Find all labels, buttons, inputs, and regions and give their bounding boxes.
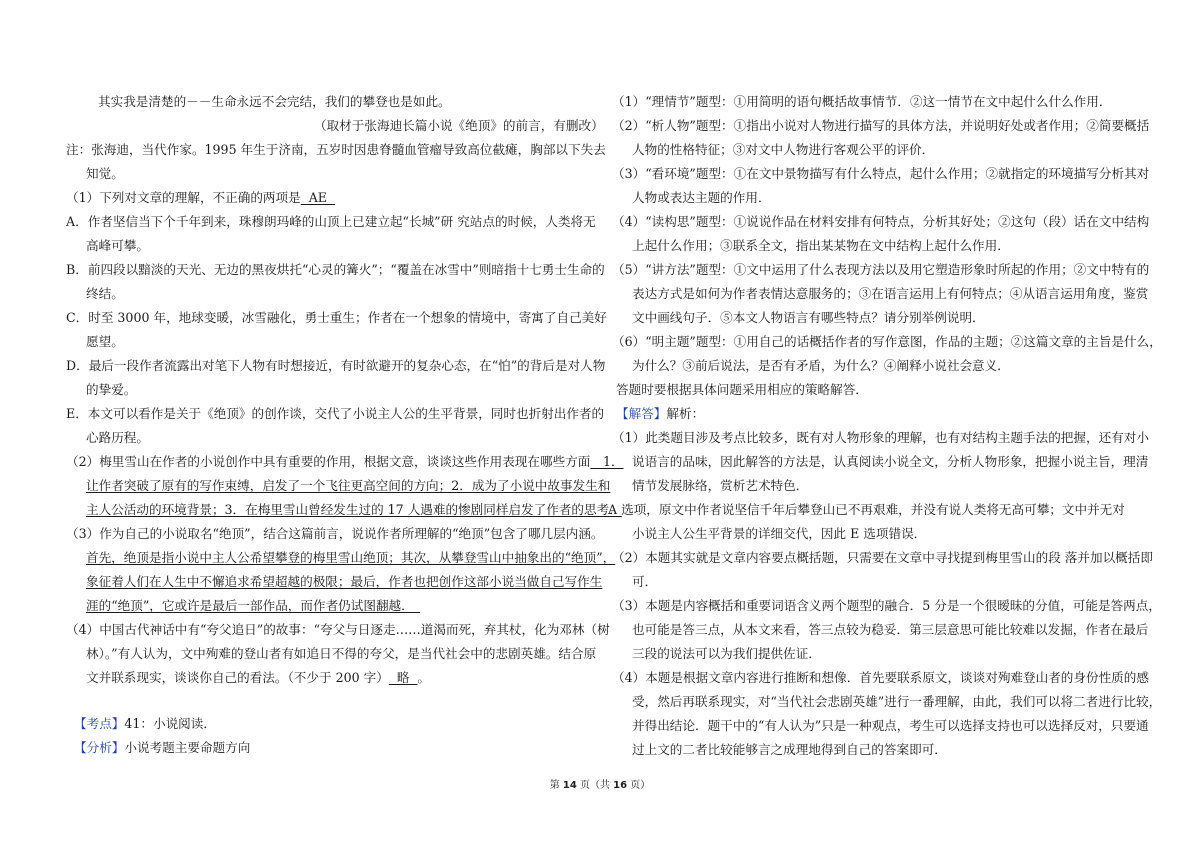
type-5-line-2: 表达方式是如何为作者表情达意服务的；③在语言运用上有何特点；④从语言运用角度，鉴赏	[632, 286, 1149, 301]
question-4-line-3	[86, 670, 430, 686]
answer-3-line-1: （3）本题是内容概括和重要词语含义两个题型的融合．5 分是一个很暧昧的分值，可能是答两点，	[612, 598, 1161, 613]
footer-suffix: 页）	[627, 780, 651, 791]
question-2-text: （2）梅里雪山在作者的小说创作中具有重要的作用，根据文意，谈谈这些作用表现在哪些方面	[66, 454, 591, 469]
kaodian-line	[74, 716, 216, 732]
question-2-answer-line-3: 主人公活动的环境背景；3．在梅里雪山曾经发生过的 17 人遇难的惨剧同样启发了作者的思考．	[86, 502, 622, 517]
type-2-line-2: 人物的性格特征；③对文中人物进行客观公平的评价．	[632, 142, 935, 157]
option-d-line-1: D．最后一段作者流露出对笔下人物有时想接近，有时欲避开的复杂心态，在“怕”的背后是对人物	[66, 358, 606, 373]
answer-1-line-2: 说语言的品味，因此解答的方法是，认真阅读小说全文，分析人物形象，把握小说主旨，理清	[632, 454, 1149, 469]
question-1-answer: AE	[300, 190, 336, 205]
question-3-answer-line-3: 涯的“绝顶”，它或许是最后一部作品，而作者仍试图翻越．	[86, 598, 421, 613]
type-5-line-3: 文中画线句子．⑤本文人物语言有哪些特点？请分别举例说明．	[632, 310, 985, 325]
option-b-line-1: B．前四段以黯淡的天光、无边的黑夜烘托“心灵的篝火”；“覆盖在冰雪中”则暗指十七勇士生命的	[66, 262, 605, 277]
author-note-line-1: 注：张海迪，当代作家。1995 年生于济南，五岁时因患脊髓血管瘤导致高位截瘫，胸部以下失去	[66, 142, 606, 157]
jieda-text: 解析：	[666, 406, 705, 421]
type-5-line-1: （5）“讲方法”题型：①文中运用了什么表现方法以及用它塑造形象时所起的作用；②文中特有的	[612, 262, 1150, 277]
question-4-text: 文并联系现实，谈谈你自己的看法。（不少于 200 字）	[86, 670, 389, 685]
question-4-answer: 略	[388, 670, 418, 685]
type-4-line-2: 上起什么作用；③联系全文，指出某某物在文中结构上起什么作用．	[632, 238, 1010, 253]
author-note-line-2: 知觉。	[86, 166, 124, 181]
jieda-line	[616, 406, 704, 422]
type-4-line-1: （4）“读构思”题型：①说说作品在材料安排有何特点，分析其好处；②这句（段）话在文中结构	[612, 214, 1150, 229]
question-4-period: 。	[417, 670, 431, 685]
jieda-tag: 【解答】	[616, 406, 667, 421]
option-c-line-1: C．时至 3000 年，地球变暖，冰雪融化，勇士重生；作者在一个想象的情境中，寄寓了自己美好	[66, 310, 607, 325]
question-1-stem	[66, 190, 335, 206]
option-d-line-2: 的挚爱。	[86, 382, 137, 397]
answer-2-line-2: 可．	[632, 574, 658, 589]
type-1-line-1: （1）“理情节”题型：①用简明的语句概括故事情节．②这一情节在文中起什么什么作用．	[612, 94, 1112, 109]
answer-2-line-1: （2）本题其实就是文章内容要点概括题，只需要在文章中寻找提到梅里雪山的段 落并加以概括即	[612, 550, 1153, 565]
answer-a-line-1: A 选项，原文中作者说坚信千年后攀登山已不再艰难，并没有说人类将无高可攀；文中并无对	[608, 502, 1125, 517]
question-4-line-1: （4）中国古代神话中有“夸父追日”的故事：“夸父与日逐走……道渴而死，弃其杖，化为邓林（树	[66, 622, 610, 637]
answer-4-line-3: 并得出结论．题干中的“有人认为”只是一种观点，考生可以选择支持也可以选择反对，只要通	[632, 718, 1149, 733]
fenxi-text: 小说考题主要命题方向	[124, 740, 251, 755]
page-total: 16	[613, 780, 628, 791]
intro-line: 其实我是清楚的－－生命永远不会完结，我们的攀登也是如此。	[98, 94, 451, 109]
footer-prefix: 第	[549, 780, 563, 791]
question-2-answer-line-2: 让作者突破了原有的写作束缚，启发了一个飞往更高空间的方向；2．成为了小说中故事发生和	[86, 478, 611, 493]
source-citation: （取材于张海迪长篇小说《绝顶》的前言，有删改）	[314, 118, 604, 133]
answer-4-line-4: 过上文的二者比较能够言之成理地得到自己的答案即可．	[632, 742, 947, 757]
type-3-line-1: （3）“看环境”题型：①在文中景物描写有什么特点，起什么作用；②就指定的环境描写分析其对	[612, 166, 1150, 181]
question-1-text: （1）下列对文章的理解，不正确的两项是	[66, 190, 301, 205]
answer-1-line-3: 情节发展脉络，赏析艺术特色．	[632, 478, 809, 493]
question-3-stem: （3）作为自己的小说取名“绝顶”，结合这篇前言，说说作者所理解的“绝顶”包含了哪几层内涵。	[66, 526, 604, 541]
answer-a-line-2: 小说主人公生平背景的详细交代，因此 E 选项错误．	[632, 526, 927, 541]
answer-3-line-3: 三段的说法可以为我们提供佐证．	[632, 646, 821, 661]
option-b-line-2: 终结。	[86, 286, 124, 301]
option-a-line-1: A．作者坚信当下个千年到来，珠穆朗玛峰的山顶上已建立起“长城”研 究站点的时候，人类将无	[66, 214, 596, 229]
option-c-line-2: 愿望。	[86, 334, 124, 349]
answer-3-line-2: 也可能是答三点，从本文来看，答三点较为稳妥．第三层意思可能比较难以发掘，作者在最后	[632, 622, 1149, 637]
question-4-line-2: 林）。”有人认为，文中殉难的登山者有如追日不得的夸父，是当代社会中的悲剧英雄。结合原	[86, 646, 597, 661]
page-footer	[0, 776, 1200, 791]
type-3-line-2: 人物或表达主题的作用．	[632, 190, 771, 205]
option-a-line-2: 高峰可攀。	[86, 238, 149, 253]
question-3-answer-line-2: 象征着人们在人生中不懈追求希望超越的极限；最后，作者也把创作这部小说当做自己写作生	[86, 574, 603, 589]
answer-4-line-2: 受，然后再联系现实，对“当代社会悲剧英雄”进行一番理解，由此，我们可以将二者进行比较，	[632, 694, 1162, 709]
kaodian-tag: 【考点】	[74, 716, 125, 731]
answer-1-line-1: （1）此类题目涉及考点比较多，既有对人物形象的理解，也有对结构主题手法的把握，还有对小	[612, 430, 1149, 445]
kaodian-text: 41：小说阅读．	[124, 716, 216, 731]
question-3-answer-line-1: 首先，绝顶是指小说中主人公希望攀登的梅里雪山绝顶；其次，从攀登雪山中抽象出的“绝顶”，	[86, 550, 616, 565]
type-6-line-2: 为什么？③前后说法，是否有矛盾，为什么？④阐释小说社会意义．	[632, 358, 1010, 373]
page-number: 14	[562, 780, 577, 791]
strategy-line: 答题时要根据具体问题采用相应的策略解答．	[616, 382, 868, 397]
option-e-line-1: E．本文可以看作是关于《绝顶》的创作谈，交代了小说主人公的生平背景，同时也折射出作者的	[66, 406, 605, 421]
answer-4-line-1: （4）本题是根据文章内容进行推断和想像．首先要联系原文，谈谈对殉难登山者的身份性质的感	[612, 670, 1149, 685]
type-2-line-1: （2）“析人物”题型：①指出小说对人物进行描写的具体方法，并说明好处或者作用；②简要概括	[612, 118, 1150, 133]
footer-middle: 页（共	[576, 780, 614, 791]
fenxi-tag: 【分析】	[74, 740, 125, 755]
fenxi-line	[74, 740, 250, 756]
question-2-stem	[66, 454, 624, 470]
question-2-answer-start: 1．	[590, 454, 624, 469]
type-6-line-1: （6）“明主题”题型：①用自己的话概括作者的写作意图，作品的主题；②这篇文章的主旨是什么，	[612, 334, 1162, 349]
option-e-line-2: 心路历程。	[86, 430, 149, 445]
